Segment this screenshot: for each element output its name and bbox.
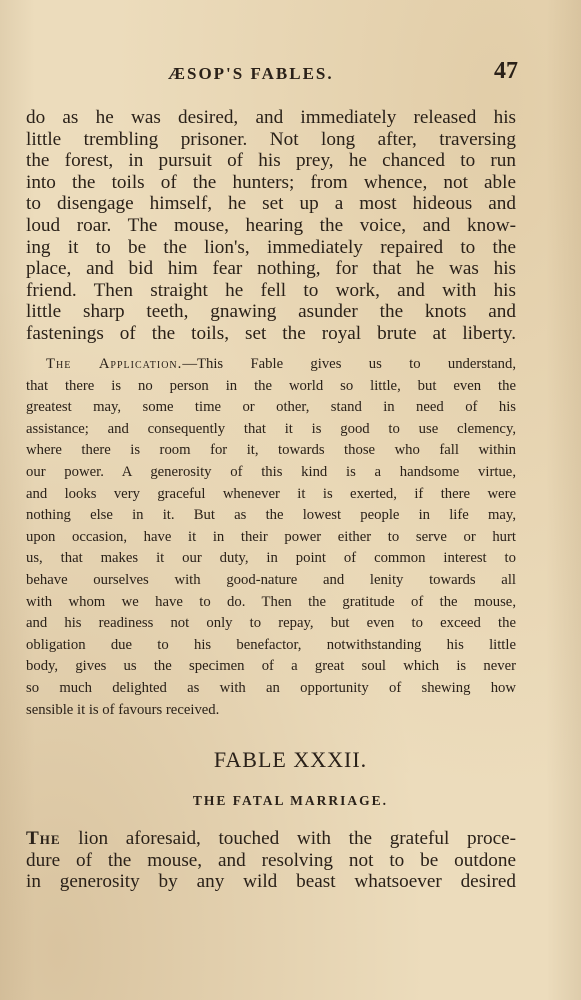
page-number: 47 (494, 58, 518, 84)
fable-title: THE FATAL MARRIAGE. (192, 793, 389, 808)
application-first-line (26, 354, 516, 376)
running-title: ÆSOP'S FABLES. (168, 64, 334, 83)
text-line: loud roar. The mouse, hearing the voice, and know- (26, 214, 516, 236)
application-label: The Application. (46, 356, 183, 372)
text-line: sensible it is of favours received. (26, 701, 220, 718)
text-line: little sharp teeth, gnawing asunder the knots and (26, 301, 516, 323)
text-line: do as he was desired, and immediately released his (26, 107, 516, 128)
fable-heading: FABLE XXXII. (213, 747, 368, 772)
application-paragraph (26, 354, 516, 721)
paragraph-fable-continuation (26, 107, 516, 345)
text-line: so much delighted as with an opportunity of shewing how (26, 679, 516, 696)
text-line: to disengage himself, he set up a most hideous and (26, 193, 516, 215)
fable-first-word: The (26, 828, 61, 849)
text-line: fastenings of the toils, set the royal brute at liberty. (26, 322, 516, 344)
text-line: that there is no person in the world so little, but even the (26, 377, 516, 394)
fable-first-line (26, 828, 516, 850)
text-line: greatest may, some time or other, stand in need of his (26, 399, 516, 416)
text-line: friend. Then straight he fell to work, and with his (26, 279, 516, 301)
text-line: upon occasion, have it in their power either to serve or hurt (26, 528, 516, 545)
text-line: into the toils of the hunters; from whence, not able (26, 171, 516, 193)
text-line: body, gives us the specimen of a great soul which is never (26, 658, 516, 675)
text-line: ing it to be the lion's, immediately repaired to the (26, 236, 516, 258)
text-line: us, that makes it our duty, in point of common interest to (26, 550, 516, 567)
text-line: little trembling prisoner. Not long after, traversing (26, 128, 516, 150)
fable-first-line-text: lion aforesaid, touched with the grateful proce- (60, 828, 516, 849)
text-line: assistance; and consequently that it is good to use clemency, (26, 420, 516, 437)
text-line: place, and bid him fear nothing, for that he was his (26, 258, 516, 280)
text-line: with whom we have to do. Then the gratitude of the mouse, (26, 593, 516, 610)
text-line: and his readiness not only to repay, but even to exceed the (26, 615, 516, 632)
text-line: in generosity by any wild beast whatsoever desired (26, 871, 516, 893)
text-line: nothing else in it. But as the lowest people in life may, (26, 507, 516, 524)
text-line: our power. A generosity of this kind is a handsome virtue, (26, 463, 516, 480)
application-first-line-text: —This Fable gives us to understand, (182, 356, 516, 372)
text-line: where there is room for it, towards those who fall within (26, 442, 516, 459)
text-line: the forest, in pursuit of his prey, he chanced to run (26, 150, 516, 172)
paragraph-fable-opening (26, 828, 516, 893)
running-head (26, 58, 516, 88)
text-line: obligation due to his benefactor, notwithstanding his little (26, 636, 516, 653)
text-line: behave ourselves with good-nature and lenity towards all (26, 571, 516, 588)
text-line: and looks very graceful whenever it is exerted, if there were (26, 485, 516, 502)
text-line: dure of the mouse, and resolving not to be outdone (26, 849, 516, 871)
